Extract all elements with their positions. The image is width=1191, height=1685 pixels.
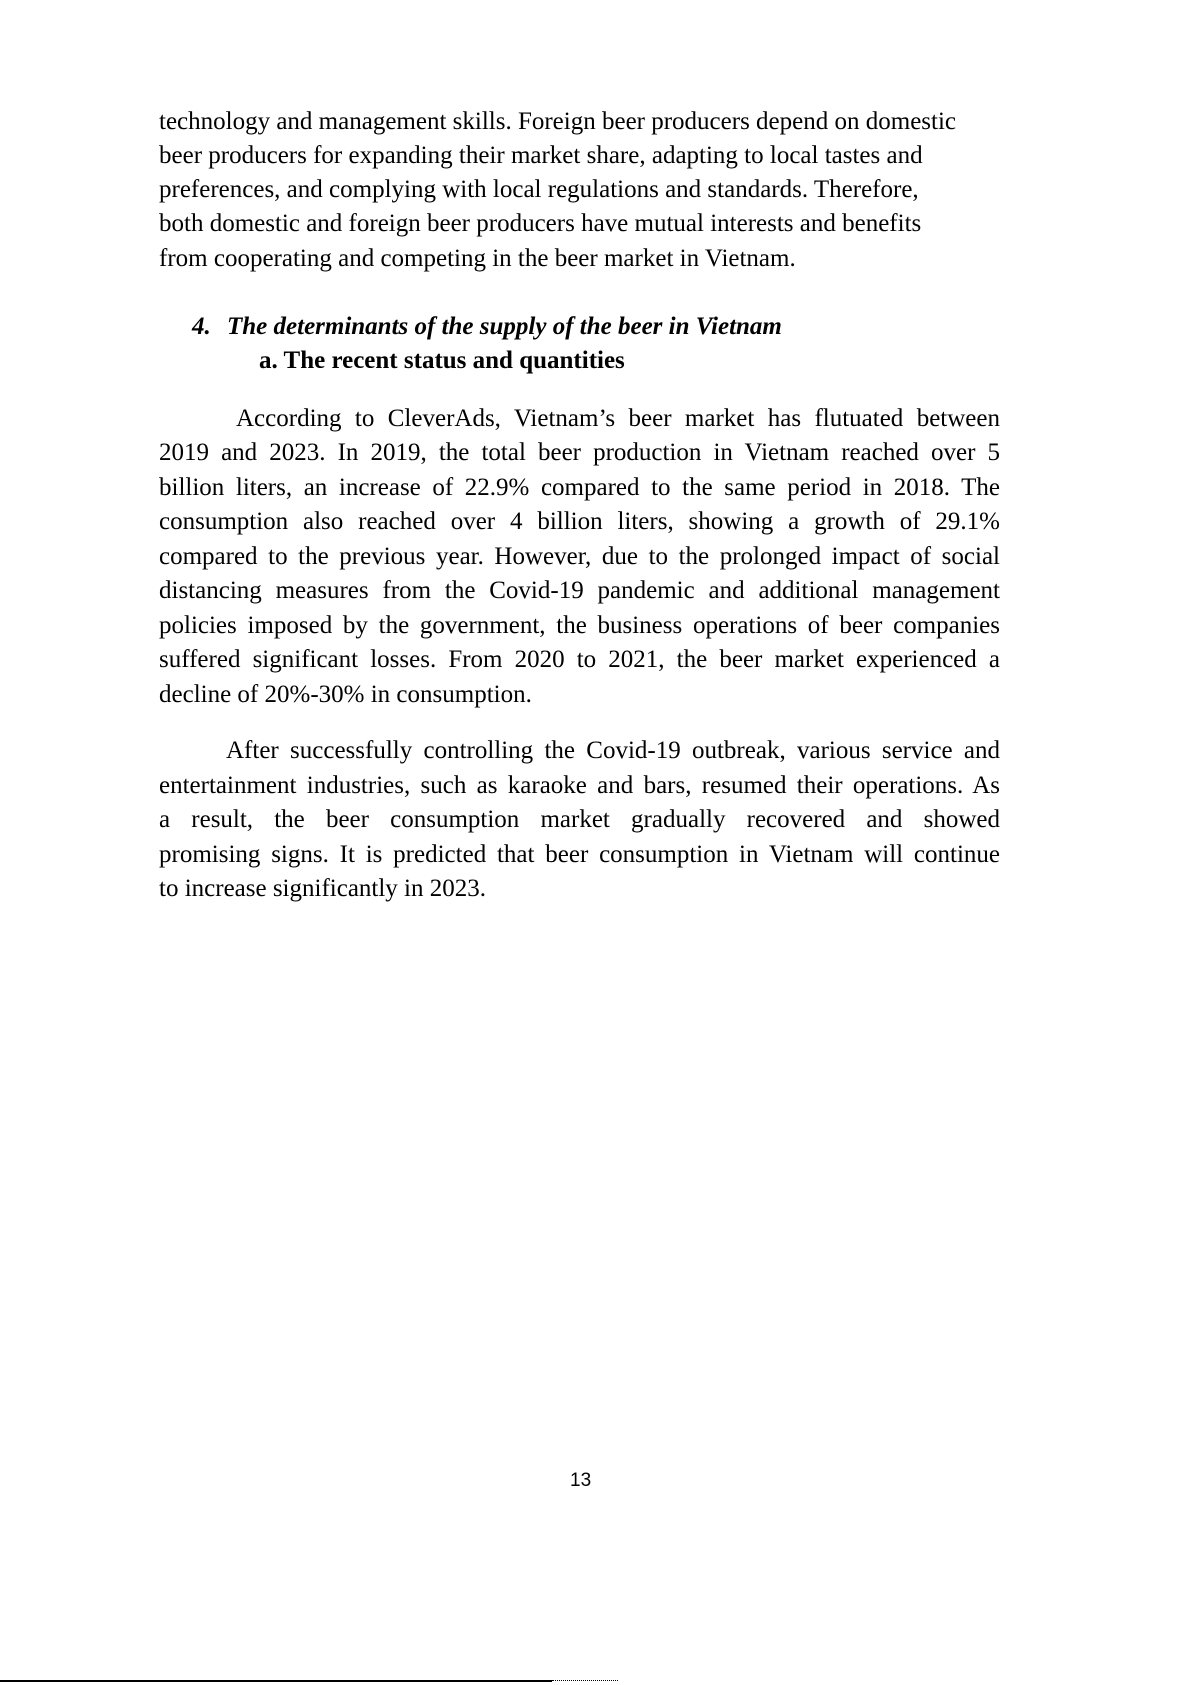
section-title: The determinants of the supply of the beer in Vietnam xyxy=(227,313,782,340)
text-line: decline of 20%-30% in consumption. xyxy=(159,681,532,708)
text-line: beer producers for expanding their market share, adapting to local tastes and xyxy=(159,142,923,169)
text-line: preferences, and complying with local regulations and standards. Therefore, xyxy=(159,176,919,203)
text-line: entertainment industries, such as karaoke and bars, resumed their operations. As xyxy=(159,772,1000,799)
text-line: technology and management skills. Foreign beer producers depend on domestic xyxy=(159,108,957,135)
page-number: 13 xyxy=(570,1470,592,1491)
text-line: both domestic and foreign beer producers have mutual interests and benefits xyxy=(159,210,922,237)
text-line: According to CleverAds, Vietnam’s beer market has flutuated between xyxy=(236,405,1000,432)
page-divider-dotted xyxy=(552,1680,618,1683)
section-number: 4. xyxy=(192,313,211,340)
text-line: from cooperating and competing in the beer market in Vietnam. xyxy=(159,245,796,272)
subsection-heading: a. The recent status and quantities xyxy=(259,347,625,374)
text-line: a result, the beer consumption market gradually recovered and showed xyxy=(159,806,1000,833)
text-line: After successfully controlling the Covid-19 outbreak, various service and xyxy=(226,737,1000,764)
text-line: promising signs. It is predicted that beer consumption in Vietnam will continue xyxy=(159,841,1000,868)
text-line: to increase significantly in 2023. xyxy=(159,875,487,902)
page-divider xyxy=(0,1680,552,1682)
text-line: billion liters, an increase of 22.9% compared to the same period in 2018. The xyxy=(159,474,1000,501)
text-line: 2019 and 2023. In 2019, the total beer production in Vietnam reached over 5 xyxy=(159,439,1000,466)
text-line: compared to the previous year. However, due to the prolonged impact of social xyxy=(159,543,1000,570)
text-line: suffered significant losses. From 2020 to 2021, the beer market experienced a xyxy=(159,646,1000,673)
text-line: consumption also reached over 4 billion liters, showing a growth of 29.1% xyxy=(159,508,1000,535)
section-heading xyxy=(192,313,782,341)
text-line: distancing measures from the Covid-19 pandemic and additional management xyxy=(159,577,1000,604)
text-line: policies imposed by the government, the business operations of beer companies xyxy=(159,612,1000,639)
